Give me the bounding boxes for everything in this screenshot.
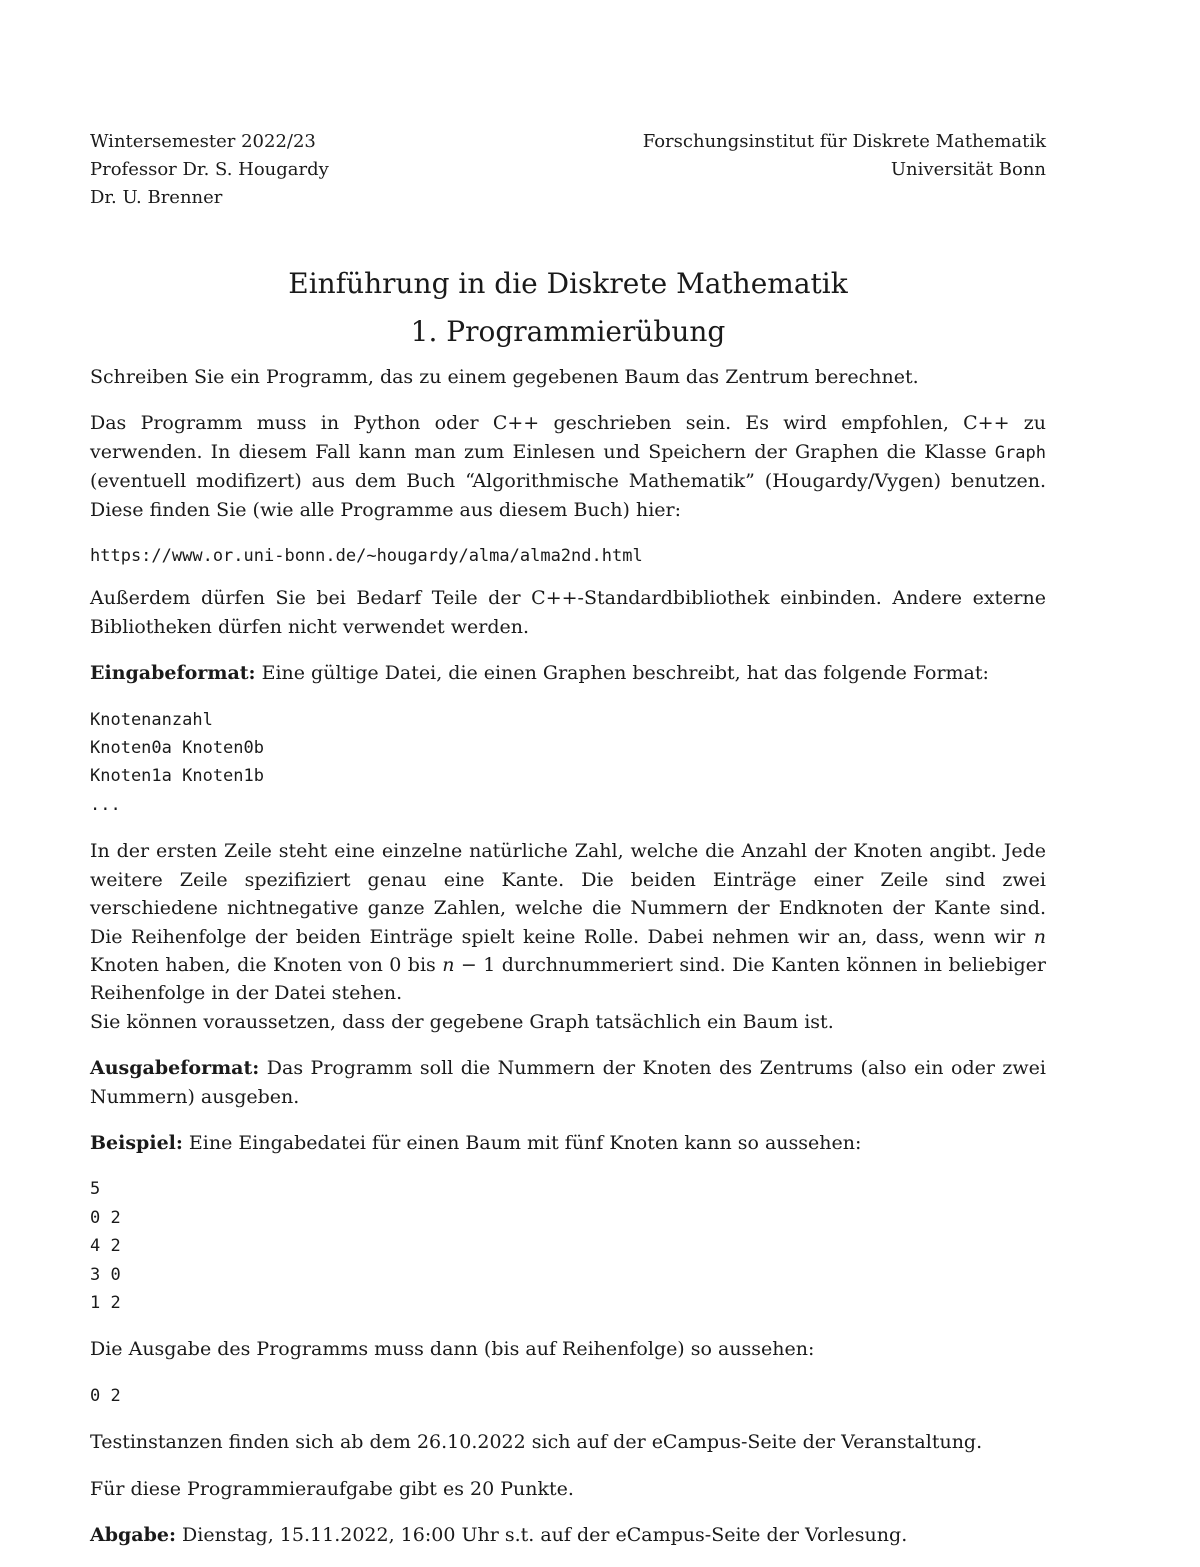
document-page xyxy=(90,128,1047,1546)
code-line: 3 0 xyxy=(90,1264,121,1285)
variable-n: n xyxy=(442,953,455,976)
output-format-paragraph: Ausgabeformat: Das Programm soll die Nummern der Knoten des Zentrums (also ein oder zwei Nummern) ausgeben. xyxy=(90,1057,1046,1108)
class-name-graph: Graph xyxy=(994,442,1046,463)
header-right xyxy=(643,128,1046,184)
professor: Professor Dr. S. Hougardy xyxy=(90,159,329,180)
program-url[interactable]: https://www.or.uni-bonn.de/~hougardy/alma/alma2nd.html xyxy=(90,546,643,567)
header-left xyxy=(90,128,329,212)
libraries-paragraph: Außerdem dürfen Sie bei Bedarf Teile der C++-Standardbibliothek einbinden. Andere externe Bibliotheken dürfen nicht verwendet werden. xyxy=(90,587,1046,638)
code-line: ... xyxy=(90,794,121,815)
example-label: Beispiel: xyxy=(90,1131,183,1154)
institute: Forschungsinstitut für Diskrete Mathematik xyxy=(642,131,1046,152)
code-line: Knoten1a Knoten1b xyxy=(90,766,264,787)
deadline-label: Abgabe: xyxy=(90,1524,177,1546)
code-line: Knotenanzahl xyxy=(90,709,213,730)
exercise-title: 1. Programmierübung xyxy=(410,315,726,348)
title-block xyxy=(90,260,1046,356)
example-output-code xyxy=(90,1382,1046,1410)
input-format-code xyxy=(90,706,1046,820)
code-line: Knoten0a Knoten0b xyxy=(90,738,264,759)
input-format-paragraph: Eingabeformat: Eine gültige Datei, die einen Graphen beschreibt, hat das folgende Format: xyxy=(90,662,989,685)
test-instances-paragraph: Testinstanzen finden sich ab dem 26.10.2022 sich auf der eCampus-Seite der Veranstaltung. xyxy=(90,1431,983,1454)
example-input-code xyxy=(90,1175,1046,1317)
input-format-label: Eingabeformat: xyxy=(90,662,256,685)
code-line: 0 2 xyxy=(90,1207,121,1228)
course-title: Einführung in die Diskrete Mathematik xyxy=(288,267,848,300)
output-format-label: Ausgabeformat: xyxy=(90,1057,260,1080)
document-body xyxy=(90,363,1046,1567)
assistant: Dr. U. Brenner xyxy=(90,187,223,208)
code-line: 0 2 xyxy=(90,1385,121,1406)
tree-assumption: Sie können voraussetzen, dass der gegebene Graph tatsächlich ein Baum ist. xyxy=(90,1010,834,1033)
intro-paragraph: Schreiben Sie ein Programm, das zu einem gegebenen Baum das Zentrum berechnet. xyxy=(90,366,919,388)
university: Universität Bonn xyxy=(890,159,1046,180)
deadline-paragraph: Abgabe: Dienstag, 15.11.2022, 16:00 Uhr s.t. auf der eCampus-Seite der Vorlesung. xyxy=(90,1524,908,1546)
code-line: 4 2 xyxy=(90,1236,121,1257)
page-header xyxy=(90,128,1046,218)
example-paragraph: Beispiel: Eine Eingabedatei für einen Baum mit fünf Knoten kann so aussehen: xyxy=(90,1131,862,1154)
points-paragraph: Für diese Programmieraufgabe gibt es 20 Punkte. xyxy=(90,1477,574,1500)
input-description-paragraph: In der ersten Zeile steht eine einzelne natürliche Zahl, welche die Anzahl der Knoten angibt. Jede weitere Zeile spezifiziert genau eine Kante. Die beiden Einträge einer Zeile sind zwei verschiedene nichtnegative ganze Zahlen, welche die Nummern der Endknoten der Kante sind. Die Reihenfolge der beiden Einträge spielt keine Rolle. Dabei nehmen wir an, dass, wenn wir n Knoten haben, die Knoten von 0 bis n − 1 durchnummeriert sind. Die Kanten können in beliebiger Reihenfolge in der Datei stehen. xyxy=(90,840,1047,1005)
code-line: 1 2 xyxy=(90,1292,121,1313)
code-line: 5 xyxy=(90,1179,101,1200)
variable-n: n xyxy=(1033,925,1046,948)
example-output-intro: Die Ausgabe des Programms muss dann (bis auf Reihenfolge) so aussehen: xyxy=(90,1338,815,1361)
semester: Wintersemester 2022/23 xyxy=(90,131,316,152)
language-paragraph: Das Programm muss in Python oder C++ geschrieben sein. Es wird empfohlen, C++ zu verwenden. In diesem Fall kann man zum Einlesen und Speichern der Graphen die Klasse Graph (eventuell modifizert) aus dem Buch “Algorithmische Mathematik” (Hougardy/Vygen) benutzen. Diese finden Sie (wie alle Programme aus diesem Buch) hier: xyxy=(90,412,1046,521)
